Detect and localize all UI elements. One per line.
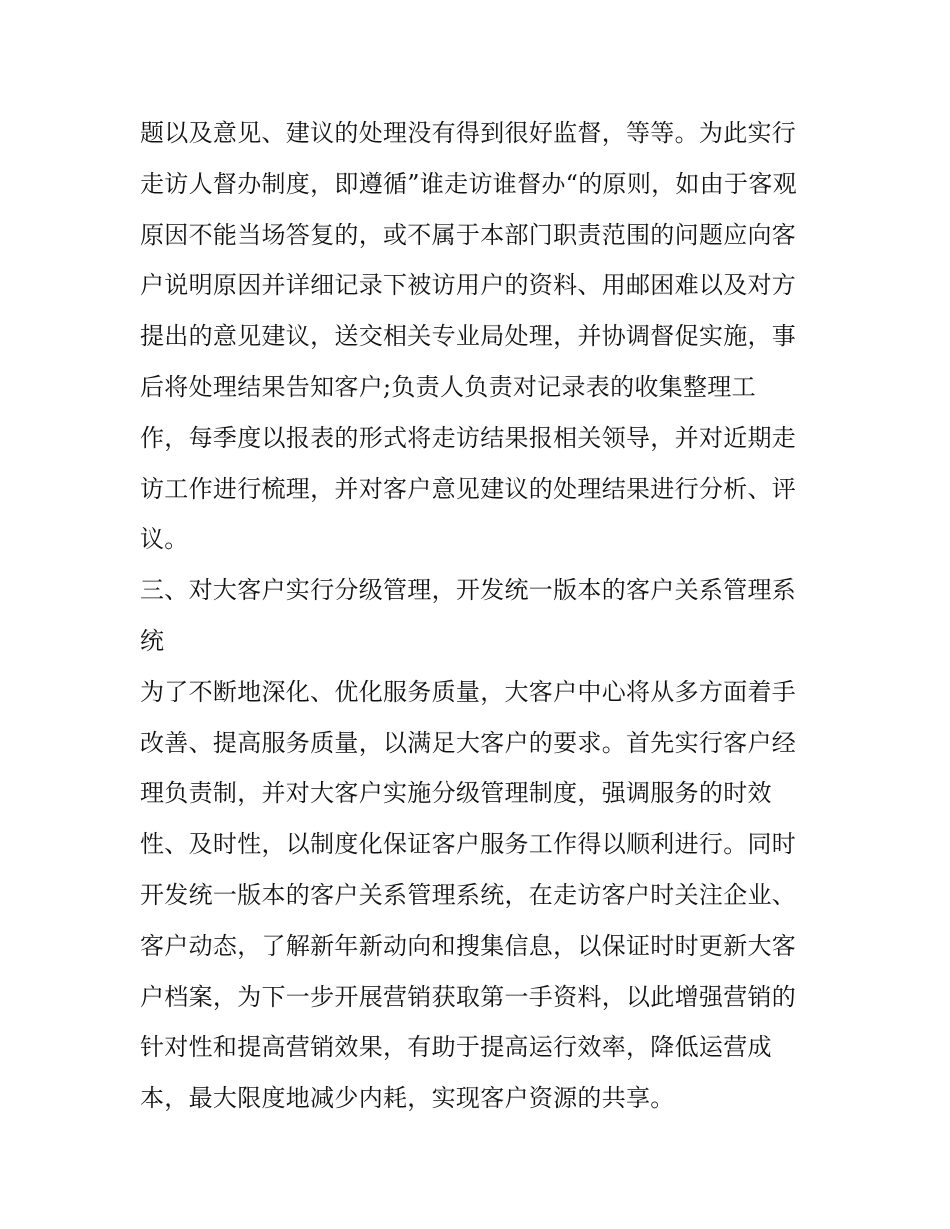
text-line: 后将处理结果告知客户;负责人负责对记录表的收集整理工 [140, 372, 756, 401]
text-line: 性、及时性，以制度化保证客户服务工作得以顺利进行。同时 [140, 830, 797, 859]
text-line: 针对性和提高营销效果，有助于提高运行效率，降低运营成 [140, 1033, 772, 1062]
text-line: 作，每季度以报表的形式将走访结果报相关领导，并对近期走 [140, 423, 797, 452]
text-line: 走访人督办制度，即遵循”谁走访谁督办“的原则，如由于客观 [140, 169, 797, 198]
text-line: 提出的意见建议，送交相关专业局处理，并协调督促实施，事 [140, 322, 797, 351]
text-line: 本，最大限度地减少内耗，实现客户资源的共享。 [140, 1084, 675, 1113]
text-line: 题以及意见、建议的处理没有得到很好监督，等等。为此实行 [140, 119, 797, 147]
section-heading: 三、对大客户实行分级管理，开发统一版本的客户关系管理系 [140, 576, 797, 605]
text-line: 客户动态，了解新年新动向和搜集信息，以保证时时更新大客 [140, 931, 797, 960]
text-line: 理负责制，并对大客户实施分级管理制度，强调服务的时效 [140, 779, 772, 808]
text-line: 议。 [140, 525, 189, 554]
text-line: 访工作进行梳理，并对客户意见建议的处理结果进行分析、评 [140, 474, 797, 503]
text-line: 为了不断地深化、优化服务质量，大客户中心将从多方面着手 [140, 677, 797, 706]
text-line: 开发统一版本的客户关系管理系统，在走访客户时关注企业、 [140, 880, 797, 909]
text-line: 改善、提高服务质量，以满足大客户的要求。首先实行客户经 [140, 728, 797, 757]
text-line: 户档案，为下一步开展营销获取第一手资料，以此增强营销的 [140, 982, 797, 1011]
body-text [140, 108, 820, 1124]
text-line: 原因不能当场答复的，或不属于本部门职责范围的问题应向客 [140, 220, 797, 249]
section-heading: 统 [140, 626, 165, 655]
text-line: 户说明原因并详细记录下被访用户的资料、用邮困难以及对方 [140, 271, 797, 300]
